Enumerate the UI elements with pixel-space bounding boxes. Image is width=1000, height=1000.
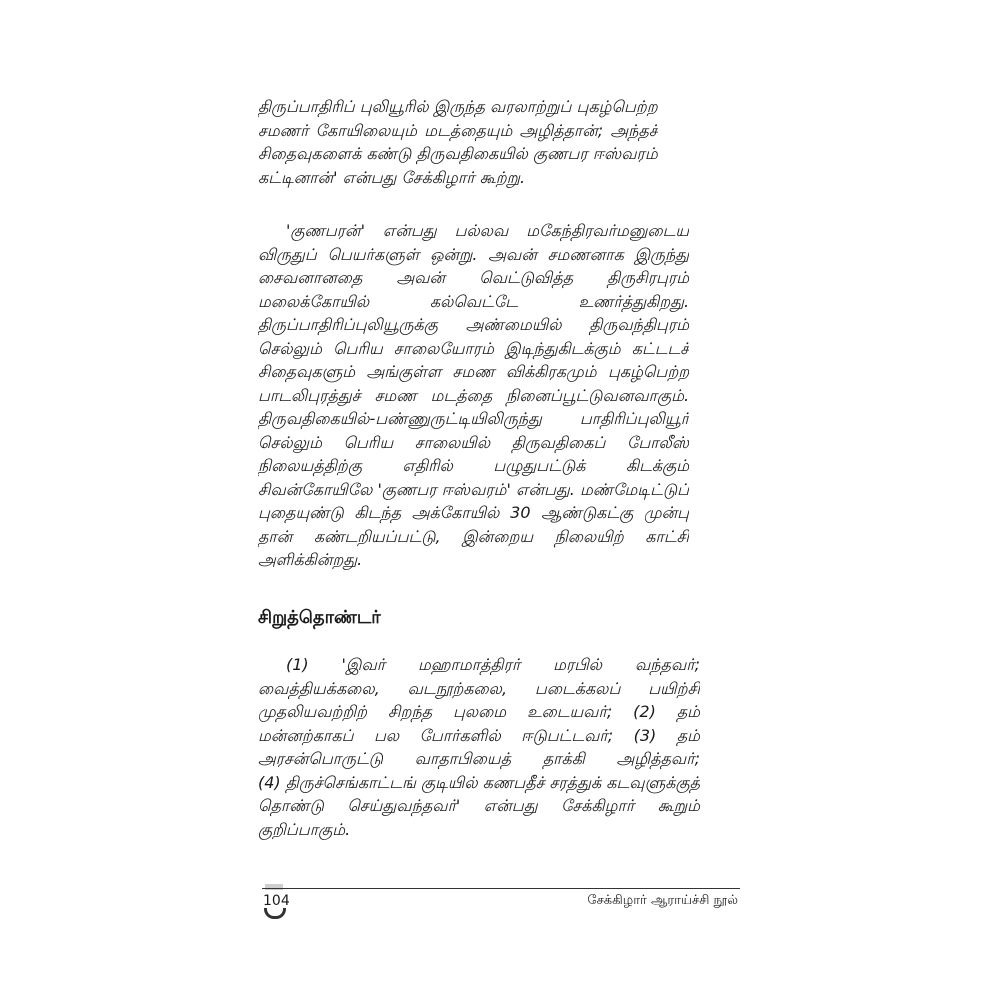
text-line: புதையுண்டு கிடந்த அக்கோயில் 30 ஆண்டுகட்கு முன்பு — [258, 503, 690, 522]
text-line: சமணர் கோயிலையும் மடத்தையும் அழித்தான்; அந்தச் — [258, 120, 658, 140]
text-line: 'குணபரன்' என்பது பல்லவ மகேந்திரவர்மனுடைய — [286, 221, 690, 240]
text-line: சிதைவுகளும் அங்குள்ள சமண விக்கிரகமும் புகழ்பெற்ற — [258, 362, 690, 381]
text-line: விருதுப் பெயர்களுள் ஒன்று. அவன் சமணனாக இருந்து — [258, 244, 690, 264]
text-line: திருப்பாதிரிப் புலியூரில் இருந்த வரலாற்றுப் புகழ்பெற்ற — [258, 97, 658, 116]
text-line: செல்லும் பெரிய சாலையில் திருவதிகைப் போலீஸ் — [258, 432, 690, 452]
text-line: குறிப்பாகும். — [258, 819, 351, 839]
paragraph-3 — [258, 653, 700, 841]
text-line: அளிக்கின்றது. — [258, 550, 363, 569]
text-line: கட்டினான்' என்பது சேக்கிழார் கூற்று. — [258, 167, 526, 187]
paragraph-1 — [258, 95, 658, 189]
text-line: பாடலிபுரத்துச் சமண மடத்தை நினைப்பூட்டுவனவாகும். — [258, 385, 690, 405]
text-line: மன்னற்காகப் பல போர்களில் ஈடுபட்டவர்; (3) தம் — [258, 725, 700, 745]
footer-rule — [262, 888, 740, 889]
paragraph-2 — [258, 219, 689, 572]
text-line: வைத்தியக்கலை, வடநூற்கலை, படைக்கலப் பயிற்சி — [258, 678, 700, 698]
footer-mark — [265, 884, 283, 890]
text-line: மலைக்கோயில் கல்வெட்டே உணர்த்துகிறது. — [258, 291, 690, 311]
text-line: சிதைவுகளைக் கண்டு திருவதிகையில் குணபர ஈஸ்வரம் — [258, 144, 658, 163]
text-line: சிவன்கோயிலே 'குணபர ஈஸ்வரம்' என்பது. மண்மேடிட்டுப் — [258, 479, 690, 499]
text-line: திருவதிகையில்-பண்ணுருட்டியிலிருந்து பாதிரிப்புலியூர் — [258, 409, 690, 428]
text-line: தான் கண்டறியப்பட்டு, இன்றைய நிலையிற் காட்சி — [258, 526, 690, 546]
text-line: நிலையத்திற்கு எதிரில் பழுதுபட்டுக் கிடக்கும் — [258, 456, 690, 475]
text-line: முதலியவற்றிற் சிறந்த புலமை உடையவர்; (2) தம் — [258, 702, 700, 721]
text-line: திருப்பாதிரிப்புலியூருக்கு அண்மையில் திருவந்திபுரம் — [258, 315, 690, 334]
text-line: தொண்டு செய்துவந்தவர்' என்பது சேக்கிழார் கூறும் — [258, 796, 700, 815]
running-title: சேக்கிழார் ஆராய்ச்சி நூல் — [587, 893, 738, 908]
text-line: (4) திருச்செங்காட்டங் குடியில் கணபதீச் சரத்துக் கடவுளுக்குத் — [258, 772, 700, 792]
text-line: (1) 'இவர் மஹாமாத்திரர் மரபில் வந்தவர்; — [286, 655, 700, 674]
text-line: சைவனானதை அவன் வெட்டுவித்த திருசிரபுரம் — [258, 268, 690, 287]
page-number-ornament — [264, 908, 286, 919]
page-number: 104 — [263, 893, 290, 909]
section-heading: சிறுத்தொண்டர் — [258, 607, 381, 628]
text-line: அரசன்பொருட்டு வாதாபியைத் தாக்கி அழித்தவர்; — [258, 749, 700, 768]
text-line: செல்லும் பெரிய சாலையோரம் இடிந்துகிடக்கும் கட்டடச் — [258, 338, 690, 358]
